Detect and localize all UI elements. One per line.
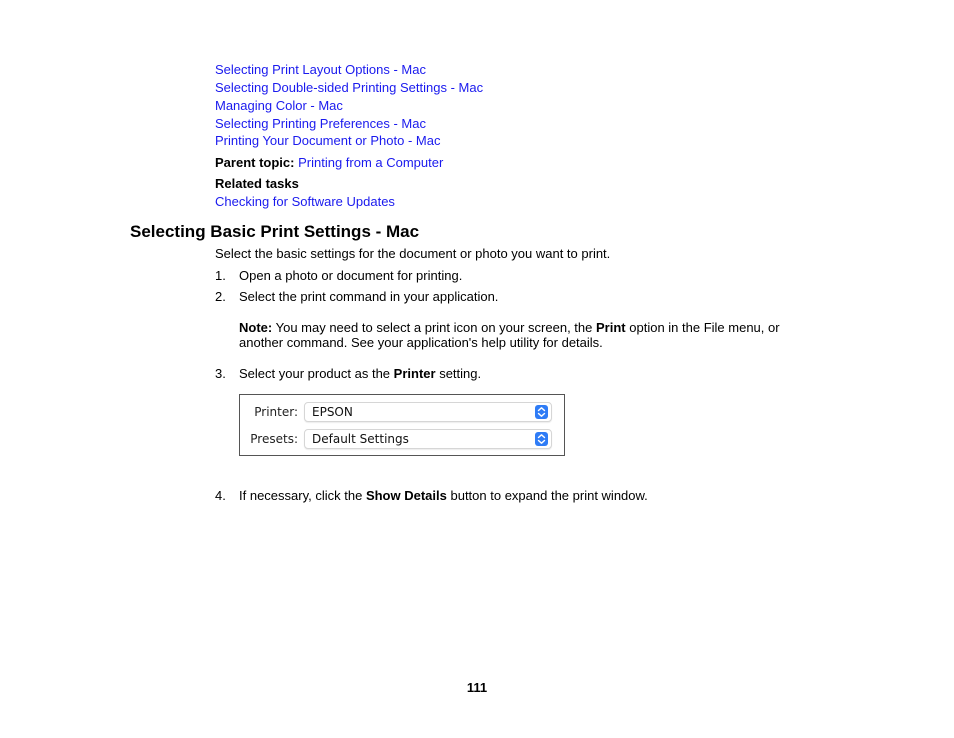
note-line-2: another command. See your application's help utility for details.: [239, 335, 603, 350]
presets-label: Presets:: [250, 432, 298, 446]
page-number: 111: [466, 680, 488, 695]
step-2: [215, 289, 498, 305]
note-line-1: [239, 320, 780, 336]
link-print-layout-options[interactable]: Selecting Print Layout Options - Mac: [215, 62, 426, 77]
link-software-updates[interactable]: Checking for Software Updates: [215, 194, 395, 209]
chevron-updown-icon: [535, 405, 548, 419]
note-bold-print: Print: [596, 320, 626, 335]
step-3-text-2: setting.: [439, 366, 482, 381]
step-2-number: 2.: [215, 289, 226, 304]
step-3-number: 3.: [215, 366, 226, 381]
step-1-number: 1.: [215, 268, 226, 283]
section-title: Selecting Basic Print Settings - Mac: [130, 222, 420, 241]
parent-topic-label: Parent topic:: [215, 155, 295, 170]
step-1: [215, 268, 462, 284]
step-4-text-2: button to expand the print window.: [450, 488, 648, 503]
note-text-1: You may need to select a print icon on your screen, the: [275, 320, 593, 335]
parent-topic: [215, 155, 443, 171]
presets-select-value: Default Settings: [312, 432, 409, 446]
step-1-text: Open a photo or document for printing.: [239, 268, 463, 283]
step-3-bold-printer: Printer: [393, 366, 436, 381]
chevron-updown-icon: [535, 432, 548, 446]
note-label: Note:: [239, 320, 273, 335]
printer-select[interactable]: [304, 402, 552, 422]
step-4-bold-show-details: Show Details: [365, 488, 447, 503]
section-intro: Select the basic settings for the document or photo you want to print.: [215, 246, 611, 261]
note-text-2: option in the File menu, or: [629, 320, 780, 335]
step-2-text: Select the print command in your application.: [239, 289, 499, 304]
step-4-number: 4.: [215, 488, 226, 503]
printer-label: Printer:: [254, 405, 298, 419]
step-3-text-1: Select your product as the: [239, 366, 391, 381]
parent-topic-link[interactable]: Printing from a Computer: [298, 155, 444, 170]
link-managing-color[interactable]: Managing Color - Mac: [215, 98, 343, 113]
step-4-text-1: If necessary, click the: [239, 488, 363, 503]
step-4: [215, 488, 648, 504]
printer-select-value: EPSON: [312, 405, 353, 419]
related-tasks-label: Related tasks: [215, 176, 299, 191]
print-dialog-screenshot: [239, 394, 565, 456]
step-3: [215, 366, 481, 382]
link-printing-document-photo[interactable]: Printing Your Document or Photo - Mac: [215, 133, 441, 148]
link-printing-preferences[interactable]: Selecting Printing Preferences - Mac: [215, 116, 426, 131]
link-double-sided-settings[interactable]: Selecting Double-sided Printing Settings - Mac: [215, 80, 484, 95]
presets-select[interactable]: [304, 429, 552, 449]
